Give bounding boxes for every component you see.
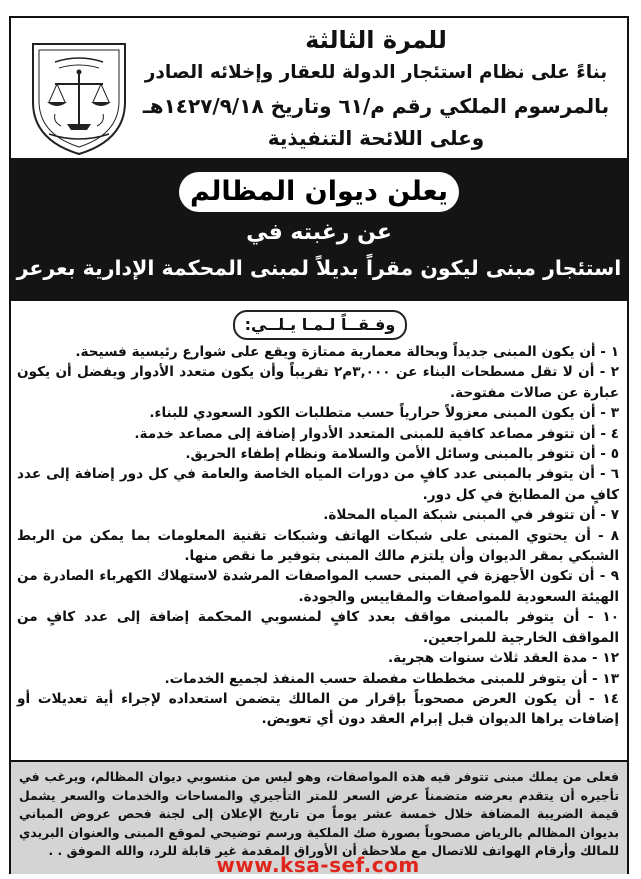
requirements-list	[17, 342, 619, 730]
list-item: ٦ - أن يتوفر بالمبنى عدد كافٍ من دورات المياه الخاصة والعامة في كل دور إضافة إلى عدد كافٍ من المطابخ في كل دور.	[17, 466, 619, 503]
list-item: ١ - أن يكون المبنى جديداً وبحالة معمارية ممتازة ويقع على شوارع رئيسية فسيحة.	[75, 344, 619, 360]
list-item: ٤ - أن تتوفر مصاعد كافية للمبنى المتعدد الأدوار إضافة إلى مصاعد خدمة.	[134, 425, 619, 442]
list-item: ٥ - أن تتوفر بالمبنى وسائل الأمن والسلامة ونظام إطفاء الحريق.	[185, 446, 619, 463]
list-item: ٣ - أن يكون المبنى معزولاً حرارياً حسب متطلبات الكود السعودي للبناء.	[149, 405, 619, 422]
list-item: ٨ - أن يحتوي المبنى على شبكات الهاتف وشبكات تقنية المعلومات بما يمكن من الربط الشبكي بمقر الديوان وأن يلتزم مالك المبنى بتوفير ما نقص منها.	[17, 527, 619, 565]
scales-of-justice-emblem-icon	[25, 40, 133, 158]
list-item: ٢ - أن لا تقل مسطحات البناء عن ٣,٠٠٠م٢ تقريباً وأن يكون متعدد الأدوار ويفضل أن يكون عبارة عن صالات مفتوحة.	[17, 364, 619, 401]
announcement-band	[11, 158, 627, 301]
announcer-badge: يعلن ديوان المظالم	[179, 172, 459, 212]
header	[11, 18, 627, 168]
list-item: ١٤ - أن يكون العرض مصحوباً بإقرار من المالك يتضمن استعداده لإجراء أية تعديلات أو إضافات يراها الديوان قبل إبرام العقد دون أي تعويض.	[17, 690, 619, 728]
closing-paragraph: فعلى من يملك مبنى تتوفر فيه هذه المواصفات، وهو ليس من منسوبي ديوان المظالم، ويرغب في تأجيره أن يتقدم بعرضه متضمناً عرض السعر للمتر التأجيري والمساحات والخدمات والسعر يشمل قيمة الضريبة المضافة خلال خمسة عشر يوماً من تاريخ الإعلان إلى لجنة فحص عروض المباني بديوان المظالم بالرياض مصحوباً بصورة صك الملكية ورسم توضيحي لموقع المبنى والعنوان البريدي للمالك وأرقام الهواتف للاتصال مع ملاحظة أن الأوراق المقدمة غير قابلة للرد، والله الموفق . .	[19, 769, 619, 859]
header-line-4: وعلى اللائحة التنفيذية	[267, 126, 485, 150]
list-item: ٧ - أن تتوفر في المبنى شبكة المياه المحلاة.	[323, 507, 619, 524]
header-line-1: للمرة الثالثة	[305, 26, 447, 54]
list-item: ١٣ - أن يتوفر للمبنى مخططات مفصلة حسب المنفذ لجميع الخدمات.	[164, 670, 619, 687]
advertisement-frame	[9, 16, 629, 874]
announcement-intent: عن رغبته في	[246, 220, 392, 245]
announcement-title: استئجار مبنى ليكون مقراً بديلاً لمبنى المحكمة الإدارية بعرعر	[16, 256, 622, 280]
requirements-label: وفـقــاً لـمـا يـلــي:	[233, 310, 407, 340]
list-item: ١٢ - مدة العقد ثلاث سنوات هجرية.	[387, 650, 619, 667]
list-item: ١٠ - أن يتوفر بالمبنى مواقف بعدد كافٍ لمنسوبي المحكمة إضافة إلى عدد كافٍ من المواقف الخارجية للمراجعين.	[17, 609, 619, 646]
list-item: ٩ - أن تكون الأجهزة في المبنى حسب المواصفات المرشدة لاستهلاك الكهرباء الصادرة من الهيئة السعودية للمواصفات والمقاييس والجودة.	[17, 568, 619, 605]
header-line-2: بناءً على نظام استئجار الدولة للعقار وإخلائه الصادر	[144, 62, 608, 83]
watermark: www.ksa-sef.com	[216, 853, 420, 877]
header-line-3: بالمرسوم الملكي رقم م/٦١ وتاريخ ١٤٢٧/٩/١٨هـ	[142, 94, 610, 118]
